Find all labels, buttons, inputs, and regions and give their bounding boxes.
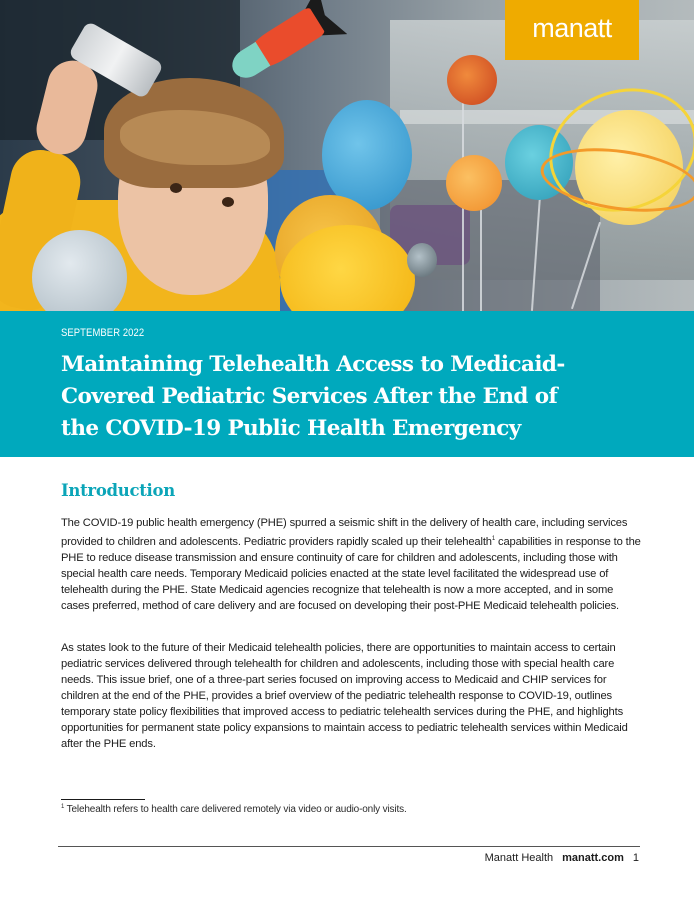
title-band — [0, 311, 694, 457]
footnote-marker: 1 — [61, 804, 65, 810]
planet-stick — [480, 210, 482, 311]
title-line: Covered Pediatric Services After the End of — [61, 384, 558, 409]
publication-date: SEPTEMBER 2022 — [61, 327, 145, 339]
planet-orange — [446, 155, 502, 211]
toy-rocket — [224, 0, 347, 89]
logo-text: manatt — [532, 12, 612, 43]
footer-url-link[interactable]: manatt.com — [562, 852, 624, 864]
intro-paragraph-1 — [61, 515, 641, 614]
paragraph-text: capabilities in response to the PHE to reduce disease transmission and ensure continuity of care for children and adolescents, including those with special health care needs. Temporary Medicaid policies enacted at the state level facilitated the widespread use of telehealth during the PHE. State Medicaid agencies recognize that telehealth is now a more accepted, and in some cases preferred, method of care delivery and are focused on developing their post-PHE Medicaid telehealth policies. — [61, 536, 641, 612]
footnote-divider — [61, 799, 145, 800]
child-eye — [170, 183, 182, 193]
footer-divider — [58, 846, 640, 847]
document-title — [61, 349, 651, 445]
footer-org: Manatt Health — [484, 852, 554, 864]
planet-small-grey — [407, 243, 437, 277]
page-number: 1 — [632, 852, 639, 864]
planet-orange-small — [447, 55, 497, 105]
footnote-text: Telehealth refers to health care delivered remotely via video or audio-only visits. — [64, 804, 407, 815]
paragraph-text: The COVID-19 public health emergency (PHE) spurred a seismic shift in the delivery of health care, including services provided to children and adolescents. Pediatric providers rapidly scaled up their telehealth — [61, 517, 628, 548]
footnote-reference[interactable]: 1 — [491, 536, 496, 542]
section-heading-introduction: Introduction — [61, 481, 175, 500]
title-line: the COVID-19 Public Health Emergency — [61, 416, 521, 441]
hero-photo — [0, 0, 694, 311]
page-footer — [485, 852, 639, 864]
manatt-logo — [505, 0, 639, 60]
title-line: Maintaining Telehealth Access to Medicaid- — [61, 352, 565, 377]
child-eye — [222, 197, 234, 207]
footnote — [61, 804, 407, 815]
planet-blue — [322, 100, 412, 210]
intro-paragraph-2: As states look to the future of their Medicaid telehealth policies, there are opportunities to maintain access to certain pediatric services delivered through telehealth for children and adolescents, including those with special health care needs. This issue brief, one of a three-part series focused on improving access to Medicaid and CHIP services for children at the end of the PHE, provides a brief overview of the pediatric telehealth response to COVID-19, outlines temporary state policy flexibilities that improved access to pediatric telehealth services during the PHE, and highlights opportunities for permanent state policy expansions to maintain access to pediatric telehealth services within Medicaid after the PHE ends. — [61, 642, 628, 750]
